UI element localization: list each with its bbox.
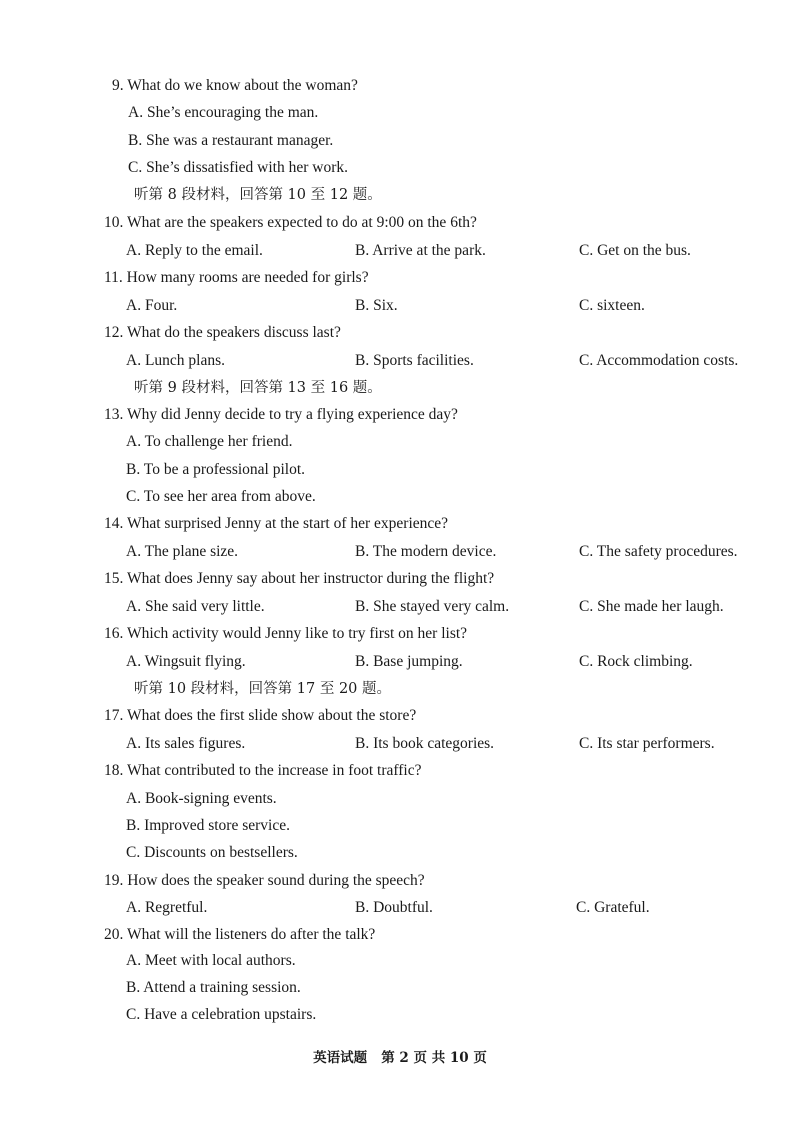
question-13-option-a: A. To challenge her friend. [126,433,293,450]
question-19-stem: 19. How does the speaker sound during the speech? [104,872,425,889]
question-17-option-a: A. Its sales figures. [126,735,246,752]
question-18-option-a: A. Book-signing events. [126,790,277,807]
question-10-option-c: C. Get on the bus. [579,242,691,259]
question-15-option-b: B. She stayed very calm. [355,598,510,615]
question-10-option-b: B. Arrive at the park. [355,242,486,259]
question-15-option-a: A. She said very little. [126,598,265,615]
section-8-instruction: 听第 8 段材料，回答第 10 至 12 题。 [134,187,382,203]
question-9-option-b: B. She was a restaurant manager. [128,132,334,149]
question-17-option-b: B. Its book categories. [355,735,495,752]
question-16-option-c: C. Rock climbing. [579,653,693,670]
question-13-stem: 13. Why did Jenny decide to try a flying experience day? [104,406,458,423]
question-19-option-c: C. Grateful. [576,899,650,916]
question-13-option-c: C. To see her area from above. [126,488,316,505]
question-11-option-a: A. Four. [126,297,178,314]
question-12-option-c: C. Accommodation costs. [579,352,739,369]
question-9-option-c: C. She’s dissatisfied with her work. [128,159,348,176]
question-14-stem: 14. What surprised Jenny at the start of her experience? [104,515,449,532]
question-18-stem: 18. What contributed to the increase in foot traffic? [104,762,422,779]
question-18-option-b: B. Improved store service. [126,817,290,834]
section-10-instruction: 听第 10 段材料，回答第 17 至 20 题。 [134,681,392,697]
question-19-option-a: A. Regretful. [126,899,208,916]
question-14-option-c: C. The safety procedures. [579,543,738,560]
question-20-option-b: B. Attend a training session. [126,979,301,996]
question-16-option-a: A. Wingsuit flying. [126,653,246,670]
question-20-option-c: C. Have a celebration upstairs. [126,1006,317,1023]
section-9-instruction: 听第 9 段材料，回答第 13 至 16 题。 [134,380,382,396]
question-11-option-c: C. sixteen. [579,297,645,314]
question-12-stem: 12. What do the speakers discuss last? [104,324,341,341]
question-12-option-b: B. Sports facilities. [355,352,474,369]
question-18-option-c: C. Discounts on bestsellers. [126,844,298,861]
question-10-stem: 10. What are the speakers expected to do at 9:00 on the 6th? [104,214,477,231]
question-15-option-c: C. She made her laugh. [579,598,724,615]
question-19-option-b: B. Doubtful. [355,899,433,916]
question-15-stem: 15. What does Jenny say about her instructor during the flight? [104,570,495,587]
question-11-option-b: B. Six. [355,297,398,314]
question-12-option-a: A. Lunch plans. [126,352,226,369]
question-10-option-a: A. Reply to the email. [126,242,263,259]
question-14-option-b: B. The modern device. [355,543,497,560]
question-20-option-a: A. Meet with local authors. [126,952,296,969]
question-16-stem: 16. Which activity would Jenny like to try first on her list? [104,625,468,642]
question-16-option-b: B. Base jumping. [355,653,463,670]
question-9-option-a: A. She’s encouraging the man. [128,104,319,121]
question-11-stem: 11. How many rooms are needed for girls? [104,269,369,286]
page-footer: 英语试题 第 2 页 共 10 页 [313,1050,487,1066]
question-14-option-a: A. The plane size. [126,543,239,560]
question-17-option-c: C. Its star performers. [579,735,715,752]
question-17-stem: 17. What does the first slide show about the store? [104,707,417,724]
question-13-option-b: B. To be a professional pilot. [126,461,306,478]
question-9-stem: 9. What do we know about the woman? [112,77,358,94]
question-20-stem: 20. What will the listeners do after the talk? [104,926,376,943]
